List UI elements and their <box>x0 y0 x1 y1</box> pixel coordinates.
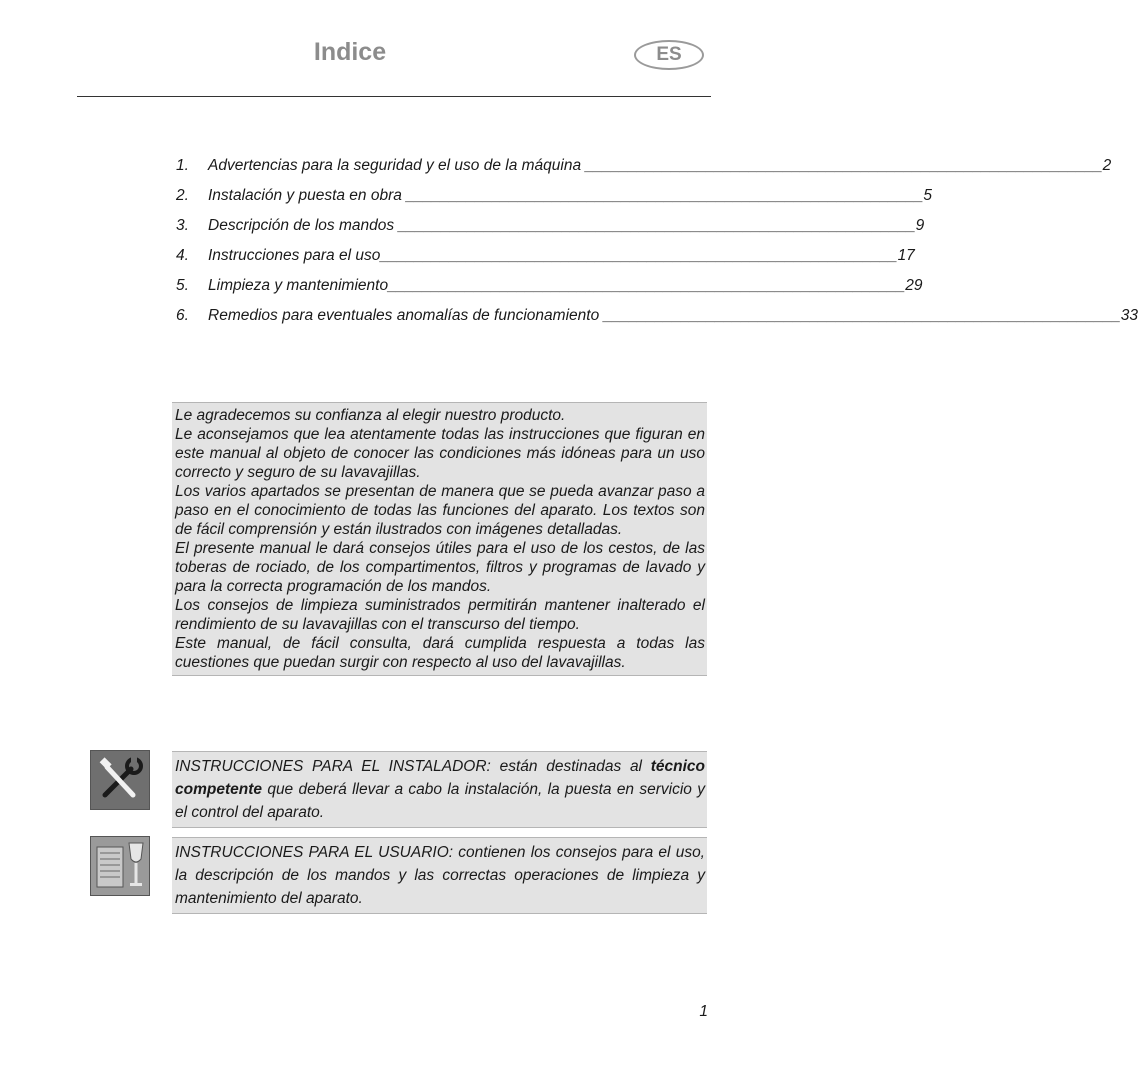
toc-entry-title: Descripción de los mandos <box>208 217 395 234</box>
installer-note-text: INSTRUCCIONES PARA EL INSTALADOR: están destinadas al <box>175 758 651 775</box>
toc-entry-page: 29 <box>905 277 923 294</box>
page-number: 1 <box>699 1003 708 1020</box>
tools-icon <box>90 750 150 810</box>
toc-entry[interactable]: 1. Advertencias para la seguridad y el uso de la máquina ____________________________________________________________ 2 <box>176 157 1112 174</box>
toc-entry-page: 2 <box>1102 157 1112 174</box>
page-title: Indice <box>313 38 387 66</box>
header-divider <box>77 96 711 97</box>
intro-paragraph: Los varios apartados se presentan de manera que se pueda avanzar paso a paso en el conocimiento de todas las funciones del aparato. Los textos son de fácil comprensión y están ilustrados con imágenes detalladas. <box>175 483 705 538</box>
intro-paragraph: Los consejos de limpieza suministrados permitirán mantener inalterado el rendimiento de su lavavajillas con el transcurso del tiempo. <box>175 597 705 633</box>
installer-note-emphasis: técnico competente <box>175 758 705 798</box>
toc-entry-page: 33 <box>1120 307 1138 324</box>
installer-note <box>172 751 707 828</box>
toc-entry[interactable]: 2. Instalación y puesta en obra ____________________________________________________________ 5 <box>176 187 933 204</box>
toc-entry[interactable]: 4. Instrucciones para el uso____________________________________________________________ 17 <box>176 247 915 264</box>
intro-paragraph: El presente manual le dará consejos útiles para el uso de los cestos, de las toberas de rociado, de los compartimentos, filtros y programas de lavado y para la correcta programación de los mandos. <box>175 540 705 595</box>
dishwasher-user-icon <box>90 836 150 896</box>
table-of-contents <box>176 157 1138 337</box>
intro-box <box>172 402 707 676</box>
toc-entry-number: 4. <box>176 247 189 264</box>
toc-entry-title: Advertencias para la seguridad y el uso de la máquina <box>208 157 582 174</box>
toc-entry-number: 2. <box>176 187 189 204</box>
toc-entry-title: Limpieza y mantenimiento <box>208 277 389 294</box>
intro-paragraph: Le aconsejamos que lea atentamente todas las instrucciones que figuran en este manual al objeto de conocer las condiciones más idóneas para un uso correcto y seguro de su lavavajillas. <box>175 426 705 481</box>
user-note <box>172 837 707 914</box>
installer-note-text-end: que deberá llevar a cabo la instalación, la puesta en servicio y el control del aparato. <box>175 781 705 821</box>
language-badge: ES <box>634 40 704 70</box>
toc-entry-page: 17 <box>897 247 915 264</box>
user-note-text: INSTRUCCIONES PARA EL USUARIO: contienen los consejos para el uso, la descripción de los mandos y las correctas operaciones de limpieza y mantenimiento del aparato. <box>175 844 705 907</box>
toc-entry-page: 9 <box>915 217 925 234</box>
toc-entry-title: Remedios para eventuales anomalías de funcionamiento <box>208 307 600 324</box>
toc-entry-page: 5 <box>923 187 933 204</box>
toc-entry-number: 1. <box>176 157 189 174</box>
toc-entry-title: Instalación y puesta en obra <box>208 187 402 204</box>
toc-entry[interactable]: 5. Limpieza y mantenimiento____________________________________________________________ 29 <box>176 277 923 294</box>
toc-entry-title: Instrucciones para el uso <box>208 247 381 264</box>
toc-entry[interactable]: 3. Descripción de los mandos ____________________________________________________________ 9 <box>176 217 925 234</box>
toc-entry-number: 3. <box>176 217 189 234</box>
toc-entry-number: 6. <box>176 307 189 324</box>
intro-paragraph: Le agradecemos su confianza al elegir nuestro producto. <box>175 407 566 424</box>
toc-entry-number: 5. <box>176 277 189 294</box>
toc-entry[interactable]: 6. Remedios para eventuales anomalías de funcionamiento ____________________________________________________________ 33 <box>176 307 1138 324</box>
intro-paragraph: Este manual, de fácil consulta, dará cumplida respuesta a todas las cuestiones que puedan surgir con respecto al uso del lavavajillas. <box>175 635 705 671</box>
